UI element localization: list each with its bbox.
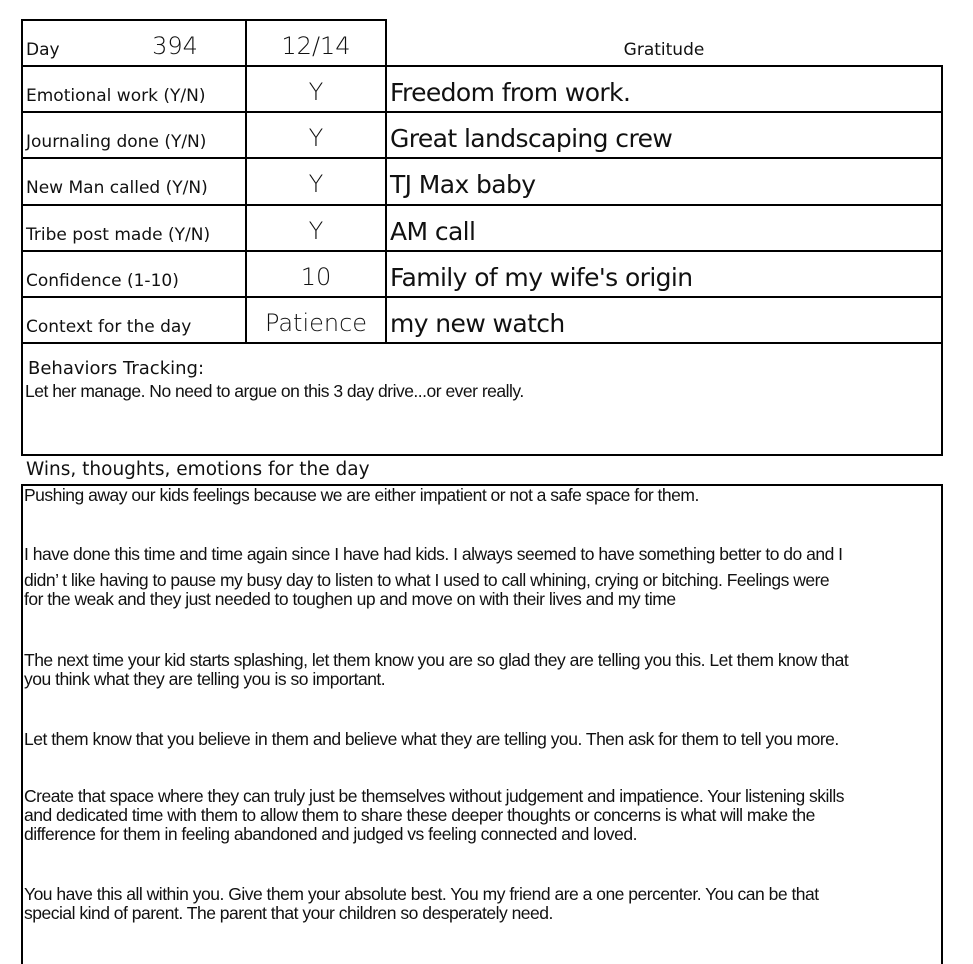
day-label: Day xyxy=(26,40,60,60)
wins-line: The next time your kid starts splashing, let them know you are so glad they are telling you this. Let them know that xyxy=(24,650,849,670)
row-label: Confidence (1-10) xyxy=(26,271,179,291)
row-label: Context for the day xyxy=(26,317,192,337)
row-divider xyxy=(21,296,943,298)
row-divider xyxy=(21,111,943,113)
row-divider xyxy=(21,65,943,67)
behaviors-border-bottom xyxy=(21,454,943,456)
wins-line: Pushing away our kids feelings because we are either impatient or not a safe space for them. xyxy=(24,485,699,505)
table-border-right xyxy=(941,65,943,456)
wins-line: You have this all within you. Give them your absolute best. You my friend are a one percenter. You can be that xyxy=(24,884,819,904)
gratitude-item: Freedom from work. xyxy=(390,78,631,107)
gratitude-item: TJ Max baby xyxy=(390,170,536,199)
wins-heading: Wins, thoughts, emotions for the day xyxy=(26,459,370,480)
row-value: Y xyxy=(308,78,324,106)
row-value: Y xyxy=(308,170,324,198)
wins-paragraph xyxy=(24,651,939,689)
wins-paragraph xyxy=(24,545,939,609)
gratitude-item: my new watch xyxy=(390,309,565,338)
wins-line: special kind of parent. The parent that your children so desperately need. xyxy=(24,903,553,923)
wins-line: I have done this time and time again since I have had kids. I always seemed to have something better to do and I xyxy=(24,544,843,564)
row-label: Tribe post made (Y/N) xyxy=(26,225,211,245)
row-label: Journaling done (Y/N) xyxy=(26,132,207,152)
row-value: 10 xyxy=(300,263,332,291)
wins-paragraph xyxy=(24,486,939,505)
row-divider xyxy=(21,204,943,206)
row-value: Y xyxy=(308,124,324,152)
row-divider xyxy=(21,250,943,252)
row-value: Patience xyxy=(264,309,368,337)
day-number: 394 xyxy=(152,32,198,60)
wins-line: for the weak and they just needed to toughen up and move on with their lives and my time xyxy=(24,589,676,609)
wins-line: you think what they are telling you is so important. xyxy=(24,669,386,689)
table-border-top xyxy=(21,19,387,21)
row-label: Emotional work (Y/N) xyxy=(26,86,206,106)
wins-line: difference for them in feeling abandoned and judged vs feeling connected and loved. xyxy=(24,824,637,844)
behaviors-text: Let her manage. No need to argue on this 3 day drive...or ever really. xyxy=(25,381,524,401)
behaviors-heading: Behaviors Tracking: xyxy=(28,358,205,379)
wins-paragraph xyxy=(24,885,939,923)
row-value: Y xyxy=(308,217,324,245)
wins-line: Create that space where they can truly just be themselves without judgement and impatience. Your listening skills xyxy=(24,786,844,806)
table-border-left xyxy=(21,19,23,456)
wins-paragraph xyxy=(24,787,939,844)
row-divider xyxy=(21,342,943,344)
row-label: New Man called (Y/N) xyxy=(26,178,208,198)
gratitude-item: Great landscaping crew xyxy=(390,124,673,153)
gratitude-header: Gratitude xyxy=(623,40,705,60)
row-divider xyxy=(21,157,943,159)
wins-paragraph xyxy=(24,730,939,749)
wins-line: Let them know that you believe in them and believe what they are telling you. Then ask for them to tell you more. xyxy=(24,729,839,749)
wins-line: and dedicated time with them to allow them to share these deeper thoughts or concerns is what will make the xyxy=(24,805,815,825)
wins-line: didn’ t like having to pause my busy day to listen to what I used to call whining, crying or bitching. Feelings were xyxy=(24,570,830,590)
gratitude-item: Family of my wife's origin xyxy=(390,263,693,292)
date-value: 12/14 xyxy=(281,32,351,60)
gratitude-item: AM call xyxy=(390,217,476,246)
